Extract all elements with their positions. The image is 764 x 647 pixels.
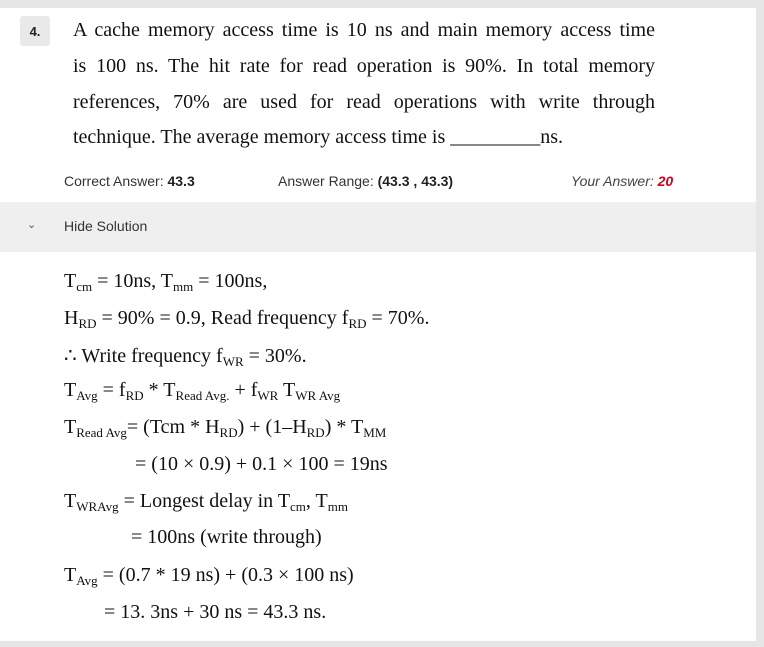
sol7-s2: cm: [290, 499, 306, 514]
sol1-s1: cm: [76, 279, 93, 294]
solution-line-4: [64, 379, 340, 404]
sol4-r3: + f: [229, 379, 258, 401]
sol4-r2: * T: [143, 379, 176, 401]
sol7-s1: WRAvg: [76, 499, 119, 514]
your-answer-value: 20: [657, 173, 674, 189]
sol1-t1: T: [64, 270, 77, 292]
solution-line-9: [64, 564, 354, 589]
sol3-t1: ∴ Write frequency f: [64, 345, 223, 367]
your-answer: [571, 173, 673, 189]
your-answer-label: Your Answer:: [571, 173, 654, 189]
answer-range: [278, 173, 453, 189]
sol2-s2: RD: [348, 316, 367, 331]
solution-line-3: [64, 343, 307, 370]
sol9-r1: = (0.7 * 19 ns) + (0.3 × 100 ns): [97, 564, 354, 586]
correct-answer-value: 43.3: [167, 173, 195, 189]
sol4-s3: Read Avg.: [175, 388, 230, 403]
sol4-s5: WR Avg: [295, 388, 341, 403]
sol2-r2: = 70%.: [366, 307, 430, 329]
sol4-s4: WR: [257, 388, 279, 403]
answer-range-label: Answer Range:: [278, 173, 374, 189]
sol4-s2: RD: [125, 388, 144, 403]
sol4-r4: T: [278, 379, 296, 401]
solution-line-6: = (10 × 0.9) + 0.1 × 100 = 19ns: [135, 453, 388, 475]
sol4-t1: T: [64, 379, 77, 401]
sol5-s2: RD: [219, 425, 238, 440]
sol1-r1: = 10ns, T: [92, 270, 174, 292]
sol5-s3: RD: [306, 425, 325, 440]
sol7-r1: = Longest delay in T: [118, 490, 291, 512]
sol3-s1: WR: [222, 354, 244, 369]
sol4-r1: = f: [97, 379, 126, 401]
sol2-t1: H: [64, 307, 79, 329]
bottom-border: [0, 641, 764, 647]
sol5-t1: T: [64, 416, 77, 438]
hide-solution-button[interactable]: Hide Solution: [64, 218, 148, 234]
solution-line-7: [64, 490, 348, 515]
solution-line-5: [64, 416, 386, 441]
top-border: [0, 0, 764, 8]
correct-answer-label: Correct Answer:: [64, 173, 164, 189]
solution-line-10: = 13. 3ns + 30 ns = 43.3 ns.: [104, 601, 327, 623]
question-line-2: is 100 ns. The hit rate for read operation is 90%. In total memory: [73, 55, 655, 77]
solution-line-2: [64, 307, 429, 332]
question-number: 4.: [20, 16, 50, 46]
question-line-3: references, 70% are used for read operations with write through: [73, 91, 655, 113]
sol7-r2: , T: [305, 490, 328, 512]
solution-line-8: = 100ns (write through): [131, 526, 322, 548]
correct-answer: [64, 173, 195, 189]
sol1-r2: = 100ns,: [193, 270, 268, 292]
sol7-t1: T: [64, 490, 77, 512]
question-line-1: A cache memory access time is 10 ns and main memory access time: [73, 19, 655, 41]
sol5-r1: = (Tcm * H: [126, 416, 220, 438]
right-border: [756, 0, 764, 647]
sol9-s1: Avg: [76, 573, 98, 588]
question-line-4: technique. The average memory access time is _________ns.: [73, 126, 564, 148]
answer-range-value: (43.3 , 43.3): [377, 173, 454, 189]
sol2-s1: RD: [78, 316, 97, 331]
sol9-t1: T: [64, 564, 77, 586]
sol4-s1: Avg: [76, 388, 98, 403]
sol5-s1: Read Avg: [76, 425, 127, 440]
sol7-s3: mm: [327, 499, 349, 514]
sol5-r3: ) * T: [324, 416, 364, 438]
sol2-r1: = 90% = 0.9, Read frequency f: [96, 307, 349, 329]
sol5-r2: ) + (1–H: [237, 416, 307, 438]
chevron-down-icon[interactable]: ⌄: [27, 218, 37, 231]
sol1-s2: mm: [173, 279, 194, 294]
sol5-s4: MM: [363, 425, 387, 440]
solution-line-1: [64, 270, 267, 295]
sol3-r1: = 30%.: [243, 345, 307, 367]
